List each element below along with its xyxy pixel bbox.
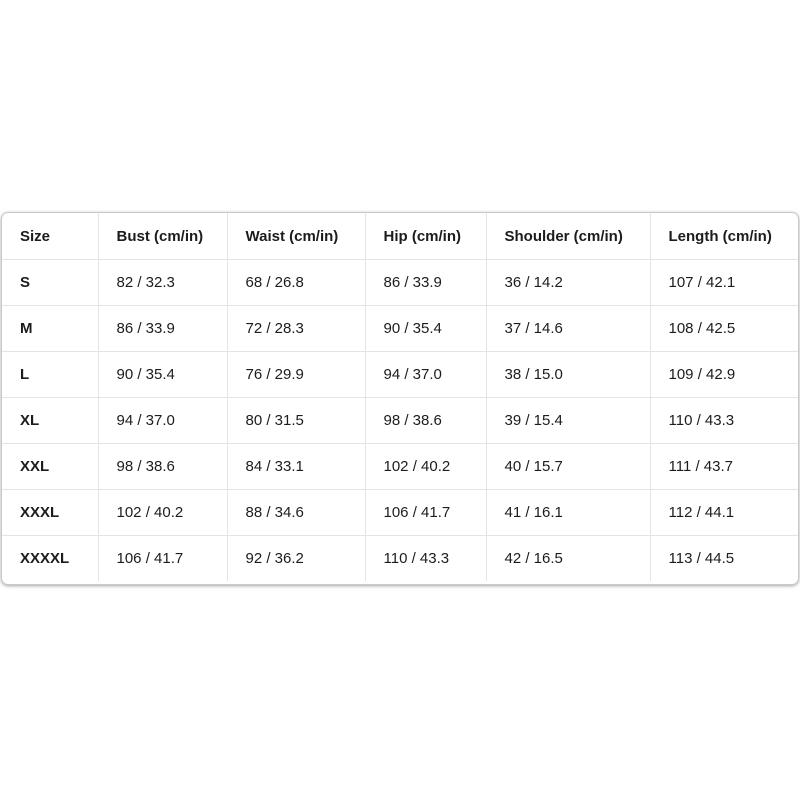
waist-cell: 72 / 28.3	[227, 306, 365, 352]
size-cell: XXL	[2, 444, 98, 490]
size-cell: S	[2, 260, 98, 306]
hip-cell: 94 / 37.0	[365, 352, 486, 398]
length-cell: 108 / 42.5	[650, 306, 798, 352]
length-cell: 110 / 43.3	[650, 398, 798, 444]
hip-cell: 110 / 43.3	[365, 536, 486, 582]
hip-cell: 86 / 33.9	[365, 260, 486, 306]
shoulder-cell: 40 / 15.7	[486, 444, 650, 490]
size-cell: L	[2, 352, 98, 398]
waist-cell: 88 / 34.6	[227, 490, 365, 536]
table-row	[2, 444, 798, 490]
shoulder-cell: 42 / 16.5	[486, 536, 650, 582]
header-hip: Hip (cm/in)	[365, 213, 486, 260]
size-cell: M	[2, 306, 98, 352]
shoulder-cell: 41 / 16.1	[486, 490, 650, 536]
size-chart-table	[2, 213, 798, 581]
shoulder-cell: 38 / 15.0	[486, 352, 650, 398]
hip-cell: 90 / 35.4	[365, 306, 486, 352]
waist-cell: 80 / 31.5	[227, 398, 365, 444]
waist-cell: 84 / 33.1	[227, 444, 365, 490]
length-cell: 113 / 44.5	[668, 550, 735, 567]
shoulder-cell: 37 / 14.6	[486, 306, 650, 352]
length-cell: 111 / 43.7	[650, 444, 798, 490]
header-bust: Bust (cm/in)	[98, 213, 227, 260]
length-cell: 107 / 42.1	[650, 260, 798, 306]
bust-cell: 98 / 38.6	[98, 444, 227, 490]
table-row	[2, 490, 798, 536]
waist-cell: 76 / 29.9	[227, 352, 365, 398]
size-cell: XXXL	[2, 490, 98, 536]
header-size: Size	[2, 213, 98, 260]
table-row	[2, 306, 798, 352]
size-chart-card	[2, 213, 798, 584]
bust-cell: 82 / 32.3	[98, 260, 227, 306]
bust-cell: 94 / 37.0	[98, 398, 227, 444]
waist-cell: 92 / 36.2	[227, 536, 365, 582]
size-cell: XXXXL	[2, 536, 98, 582]
table-row	[2, 260, 798, 306]
bust-cell: 102 / 40.2	[98, 490, 227, 536]
length-cell: 112 / 44.1	[650, 490, 798, 536]
header-length: Length (cm/in)	[650, 213, 798, 260]
waist-cell: 68 / 26.8	[227, 260, 365, 306]
table-row	[2, 352, 798, 398]
table-header-row	[2, 213, 798, 260]
bust-cell: 106 / 41.7	[98, 536, 227, 582]
bust-cell: 86 / 33.9	[98, 306, 227, 352]
table-row	[2, 536, 798, 582]
hip-cell: 102 / 40.2	[365, 444, 486, 490]
size-cell: XL	[2, 398, 98, 444]
hip-cell: 106 / 41.7	[365, 490, 486, 536]
header-waist: Waist (cm/in)	[227, 213, 365, 260]
table-row	[2, 398, 798, 444]
shoulder-cell: 39 / 15.4	[486, 398, 650, 444]
shoulder-cell: 36 / 14.2	[486, 260, 650, 306]
length-cell: 109 / 42.9	[650, 352, 798, 398]
header-shoulder: Shoulder (cm/in)	[486, 213, 650, 260]
bust-cell: 90 / 35.4	[98, 352, 227, 398]
hip-cell: 98 / 38.6	[365, 398, 486, 444]
